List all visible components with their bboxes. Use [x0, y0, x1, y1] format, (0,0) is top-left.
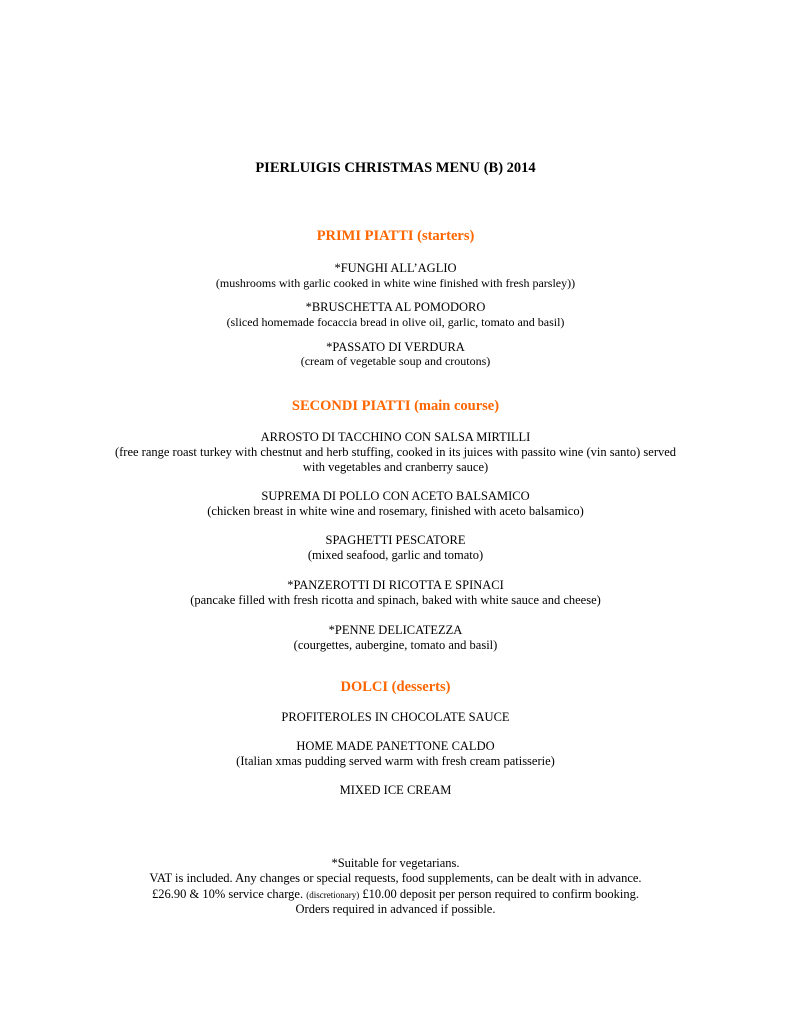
- menu-title: PIERLUIGIS CHRISTMAS MENU (B) 2014: [255, 160, 536, 176]
- menu-item-name: *PENNE DELICATEZZA: [328, 623, 463, 637]
- menu-item-name: ARROSTO DI TACCHINO CON SALSA MIRTILLI: [260, 430, 531, 444]
- section-heading-dolci: DOLCI (desserts): [340, 679, 451, 695]
- deposit-text: £10.00 deposit per person required to confirm booking.: [362, 887, 640, 901]
- menu-item-description: with vegetables and cranberry sauce): [302, 460, 489, 474]
- menu-item-name: PROFITEROLES IN CHOCOLATE SAUCE: [281, 710, 510, 724]
- vegetarian-note: *Suitable for vegetarians.: [331, 856, 460, 870]
- menu-item-name: SUPREMA DI POLLO CON ACETO BALSAMICO: [261, 489, 530, 503]
- section-heading-secondi: SECONDI PIATTI (main course): [291, 398, 500, 414]
- menu-item-description: (mixed seafood, garlic and tomato): [307, 548, 484, 562]
- menu-item-description: (cream of vegetable soup and croutons): [300, 354, 491, 368]
- menu-item-description: (free range roast turkey with chestnut and herb stuffing, cooked in its juices with passito wine (vin santo) served: [114, 445, 677, 459]
- menu-item-name: HOME MADE PANETTONE CALDO: [296, 739, 495, 753]
- menu-item-name: *PANZEROTTI DI RICOTTA E SPINACI: [287, 578, 504, 592]
- menu-item-description: (sliced homemade focaccia bread in olive oil, garlic, tomato and basil): [226, 315, 565, 329]
- menu-item-description: (mushrooms with garlic cooked in white wine finished with fresh parsley)): [215, 276, 576, 290]
- vat-note: VAT is included. Any changes or special requests, food supplements, can be dealt with in advance.: [149, 871, 642, 885]
- menu-item-description: (pancake filled with fresh ricotta and spinach, baked with white sauce and cheese): [190, 593, 601, 607]
- menu-item-name: *FUNGHI ALL’AGLIO: [334, 261, 457, 275]
- menu-item-name: SPAGHETTI PESCATORE: [325, 533, 466, 547]
- menu-item-name: *PASSATO DI VERDURA: [326, 340, 465, 354]
- section-heading-primi: PRIMI PIATTI (starters): [316, 228, 475, 244]
- orders-note: Orders required in advanced if possible.: [295, 902, 496, 916]
- price-line: [0, 887, 791, 902]
- menu-item-description: (Italian xmas pudding served warm with fresh cream patisserie): [236, 754, 555, 768]
- discretionary-note: (discretionary): [306, 890, 360, 900]
- price-text: £26.90 & 10% service charge.: [151, 887, 304, 901]
- menu-item-name: MIXED ICE CREAM: [339, 783, 452, 797]
- menu-item-name: *BRUSCHETTA AL POMODORO: [305, 300, 486, 314]
- menu-item-description: (courgettes, aubergine, tomato and basil): [293, 638, 498, 652]
- menu-item-description: (chicken breast in white wine and rosemary, finished with aceto balsamico): [207, 504, 584, 518]
